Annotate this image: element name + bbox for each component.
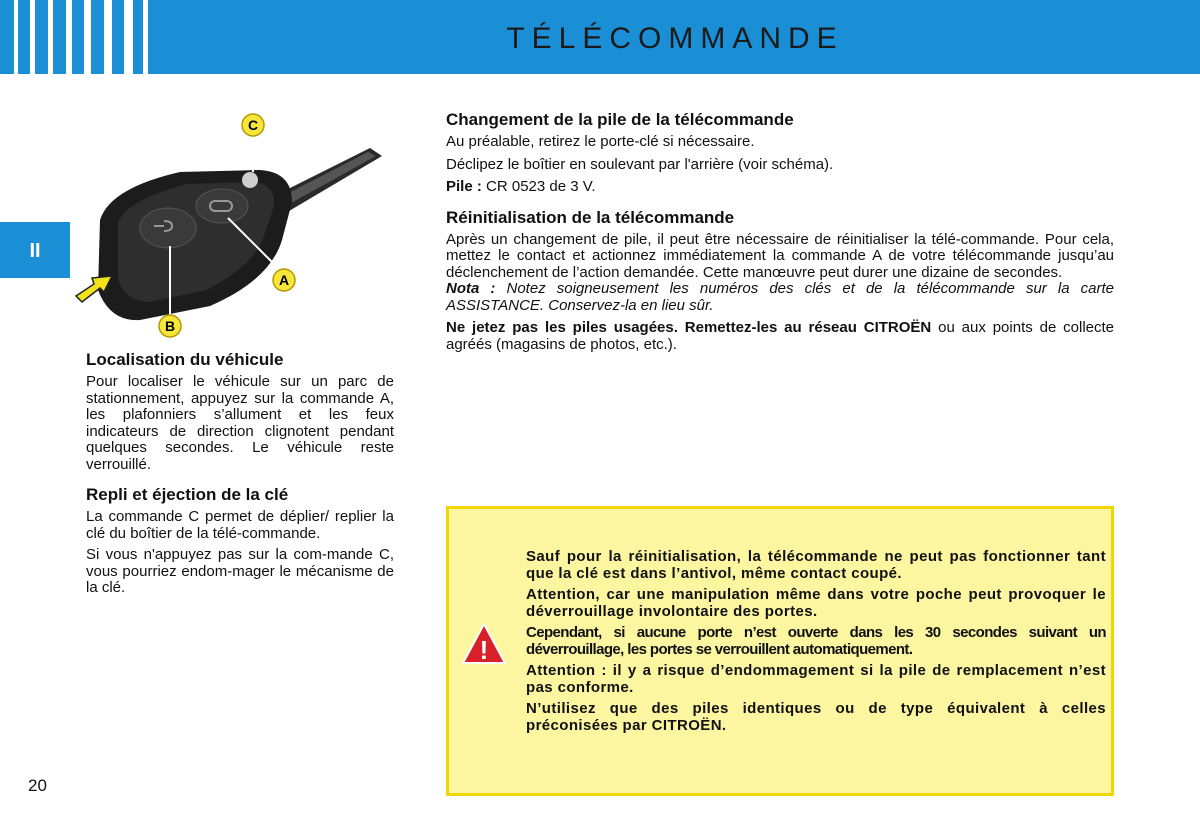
nota-body: Notez soigneusement les numéros des clés et de la télécommande sur la carte ASSISTANCE. Conservez-la en lieu sûr. (446, 280, 1114, 314)
fold-text-1: La commande C permet de déplier/ replier la clé du boîtier de la télé-commande. (86, 508, 394, 542)
battery-type (446, 179, 1114, 196)
header-stripes (0, 0, 150, 74)
fold-text-2: Si vous n'appuyez pas sur la com-mande C, vous pourriez endom-mager le mécanisme de la clé. (86, 546, 394, 596)
key-fob-illustration (70, 110, 400, 350)
section-heading-reset: Réinitialisation de la télécommande (446, 207, 735, 227)
warning-triangle-icon (461, 621, 507, 667)
warning-paragraph-1: Sauf pour la réinitialisation, la télécommande ne peut pas fonctionner tant que la clé est dans l’antivol, même contact coupé. (526, 548, 1106, 582)
nota-text (446, 281, 1114, 314)
chapter-tab: II (0, 222, 70, 278)
page-number: 20 (28, 776, 47, 795)
right-column (446, 110, 1114, 358)
left-column (86, 350, 394, 602)
section-heading-battery: Changement de la pile de la télécommande (446, 110, 794, 129)
recycle-rest: ou aux points de collecte agréés (magasins de photos, etc.). (446, 319, 1115, 353)
warning-symbol: ! (479, 635, 489, 665)
section-heading-locate: Localisation du véhicule (86, 350, 284, 369)
label-a: A (278, 272, 290, 288)
reset-text: Après un changement de pile, il peut être nécessaire de réinitialiser la télé-commande. Pour cela, mettez le contact et actionnez immédiatement la commande A de votre télécommande jusqu’au déclenchement de l’action demandée. Cette manœuvre peut durer une dizaine de secondes. (446, 230, 1114, 281)
pile-value: CR 0523 de 3 V. (481, 178, 596, 195)
warning-paragraph-3: Cependant, si aucune porte n’est ouverte dans les 30 secondes suivant un déverrouillage, les portes se verrouillent automatiquement. (526, 624, 1106, 658)
label-c: C (247, 117, 259, 133)
locate-text: Pour localiser le véhicule sur un parc de stationnement, appuyez sur la commande A, les plafonniers s’allument et les feux indicateurs de direction clignotent pendant quelques secondes. Le véhicule reste verrouillé. (86, 373, 394, 473)
battery-line-2: Déclipez le boîtier en soulevant par l'arrière (voir schéma). (446, 155, 834, 173)
warning-box (446, 506, 1114, 796)
label-b: B (164, 318, 176, 334)
warning-paragraph-4: Attention : il y a risque d’endommagement si la pile de remplacement n’est pas conforme. (526, 662, 1106, 696)
page-title: TÉLÉCOMMANDE (506, 22, 844, 55)
section-heading-fold: Repli et éjection de la clé (86, 485, 289, 504)
recycle-bold: Ne jetez pas les piles usagées. Remettez-les au réseau CITROËN (446, 319, 932, 336)
recycle-text (446, 320, 1114, 353)
page-header (0, 0, 1200, 74)
warning-paragraph-2: Attention, car une manipulation même dans votre poche peut provoquer le déverrouillage involontaire des portes. (526, 586, 1106, 620)
warning-paragraph-5: N’utilisez que des piles identiques ou de type équivalent à celles préconisées par CITROËN. (526, 700, 1106, 734)
pile-label: Pile : (446, 178, 482, 195)
warning-text (526, 549, 1106, 739)
battery-line-1: Au préalable, retirez le porte-clé si nécessaire. (446, 133, 755, 150)
nota-label: Nota : (446, 280, 496, 297)
